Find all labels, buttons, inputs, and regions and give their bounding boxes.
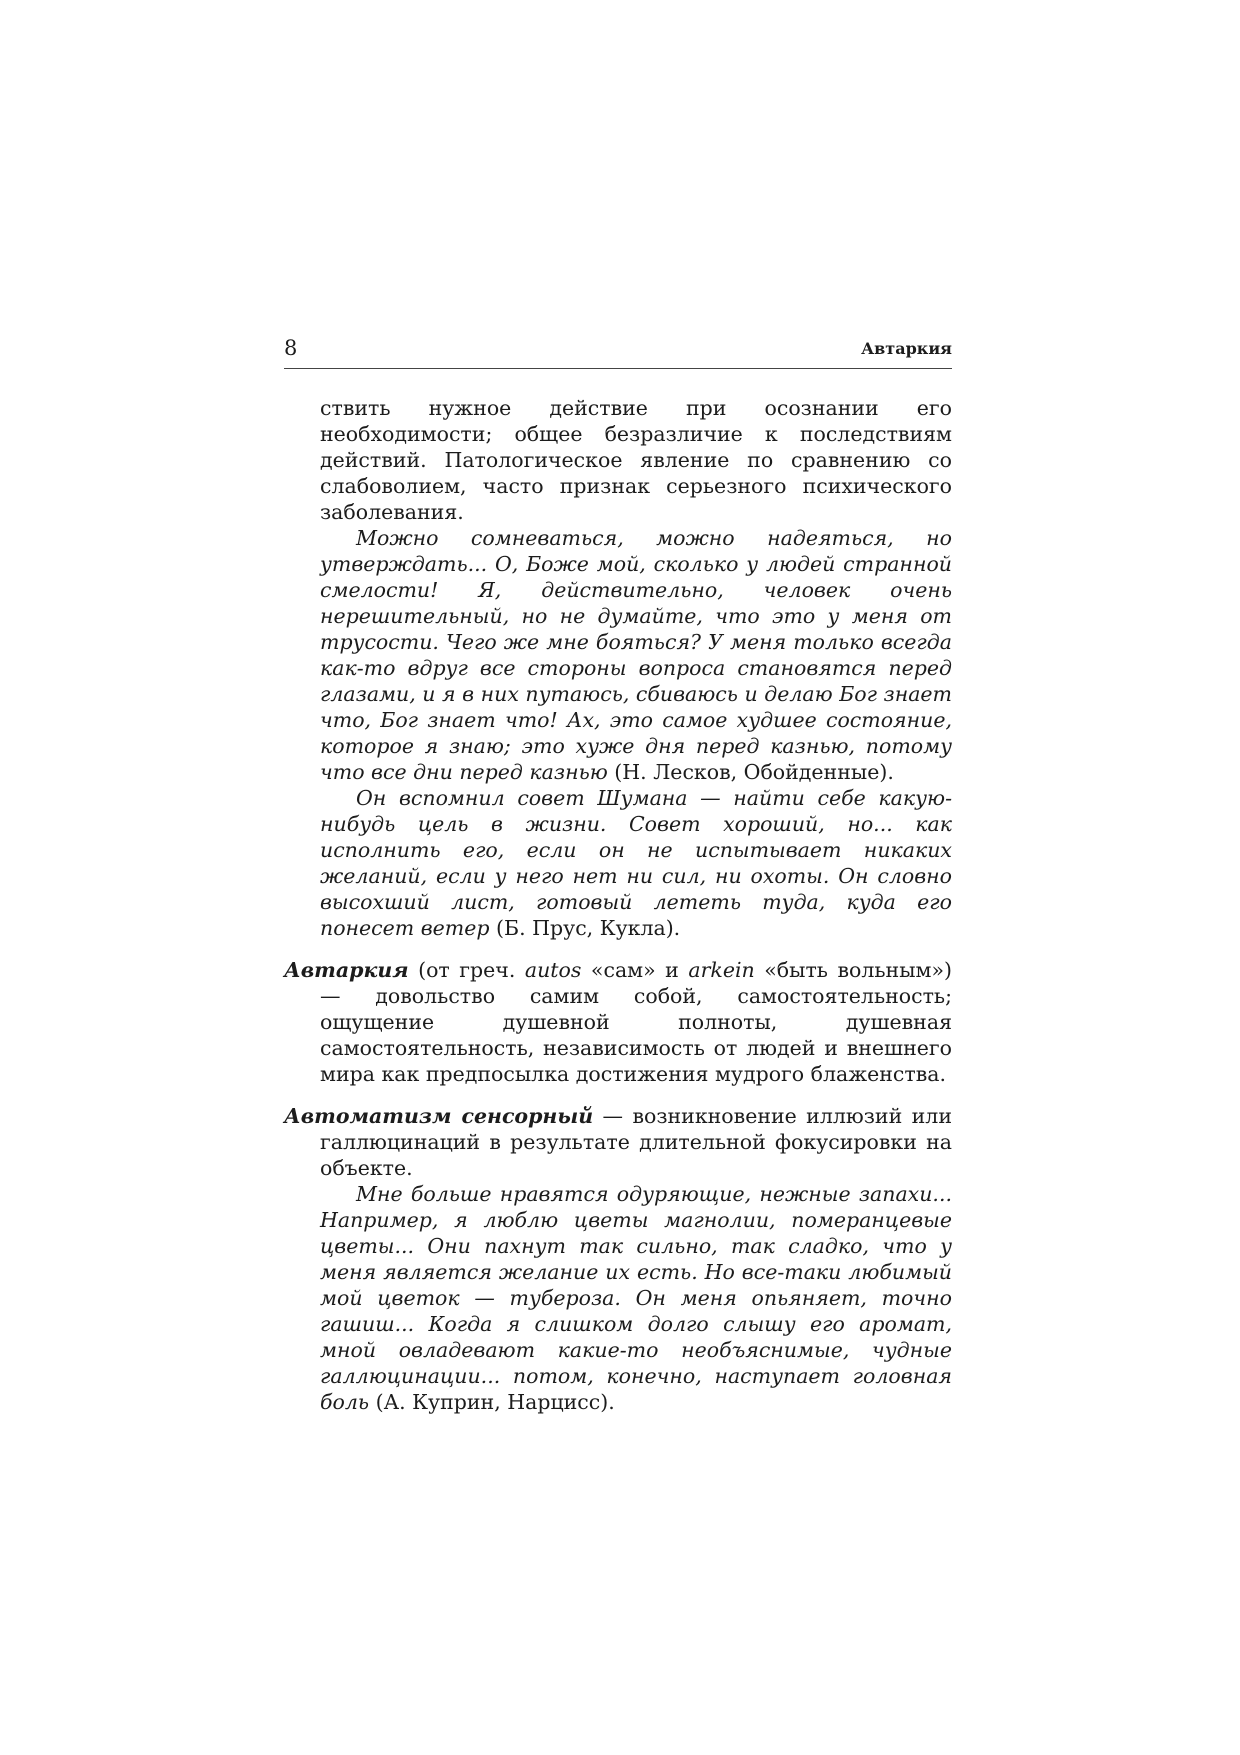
- entry-term: Автаркия: [284, 958, 409, 982]
- quote-leskov: [284, 525, 952, 785]
- quote-source: (А. Куприн, Нарцисс).: [369, 1390, 615, 1414]
- quote-text: Мне больше нравятся одуряющие, нежные запахи... Например, я люблю цветы магнолии, померанцевые цветы... Они пахнут так сильно, так сладко, что у меня является желание их есть. Но все-таки любимый мой цветок — тубероза. Он меня опьяняет, точно гашиш... Когда я слишком долго слышу его аромат, мной овладевают какие-то необъяснимые, чудные галлюцинации... потом, конечно, наступает головная боль: [320, 1182, 952, 1414]
- entry-definition: — возникновение иллюзий или галлюцинаций в результате длительной фокусировки на объекте.: [320, 1104, 952, 1180]
- continuation-paragraph: ствить нужное действие при осознании его необходимости; общее безразличие к последствиям действий. Патологическое явление по сравнению со слабоволием, часто признак серьезного психического заболевания.: [320, 396, 952, 524]
- entry-autarky: [284, 957, 952, 1087]
- entry-etymology-open: (от греч.: [408, 958, 525, 982]
- quote-text: Он вспомнил совет Шумана — найти себе какую-нибудь цель в жизни. Совет хороший, но... как исполнить его, если он не испытывает никаких желаний, если у него нет ни сил, ни охоты. Он словно высохший лист, готовый лететь туда, куда его понесет ветер: [320, 786, 952, 940]
- running-head: [284, 336, 952, 369]
- running-title: Автаркия: [861, 339, 952, 358]
- page-content: [284, 395, 952, 1415]
- quote-text: Можно сомневаться, можно надеяться, но утверждать... О, Боже мой, сколько у людей странной смелости! Я, действительно, человек очень нерешительный, но не думайте, что это у меня от трусости. Чего же мне бояться? У меня только всегда как-то вдруг все стороны вопроса становятся перед глазами, и я в них путаюсь, сбиваюсь и делаю Бог знает что, Бог знает что! Ах, это самое худшее состояние, которое я знаю; это хуже дня перед казнью, потому что все дни перед казнью: [320, 526, 952, 784]
- entry-term: Автоматизм сенсорный: [284, 1104, 594, 1128]
- entry-sensory-automatism: [284, 1103, 952, 1181]
- quote-kuprin: [284, 1181, 952, 1415]
- etymology-gloss: «сам» и: [581, 958, 689, 982]
- quote-source: (Н. Лесков, Обойденные).: [607, 760, 894, 784]
- quote-prus: [284, 785, 952, 941]
- page-number: 8: [284, 336, 298, 360]
- etymology-word: autos: [524, 958, 582, 982]
- quote-source: (Б. Прус, Кукла).: [489, 916, 681, 940]
- book-page: [284, 0, 952, 1755]
- entry-definition: «быть вольным») — довольство самим собой, самостоятельность; ощущение душевной полноты, душевная самостоятельность, независимость от людей и внешнего мира как предпосылка достижения мудрого блаженства.: [320, 958, 952, 1086]
- etymology-word: arkein: [688, 958, 755, 982]
